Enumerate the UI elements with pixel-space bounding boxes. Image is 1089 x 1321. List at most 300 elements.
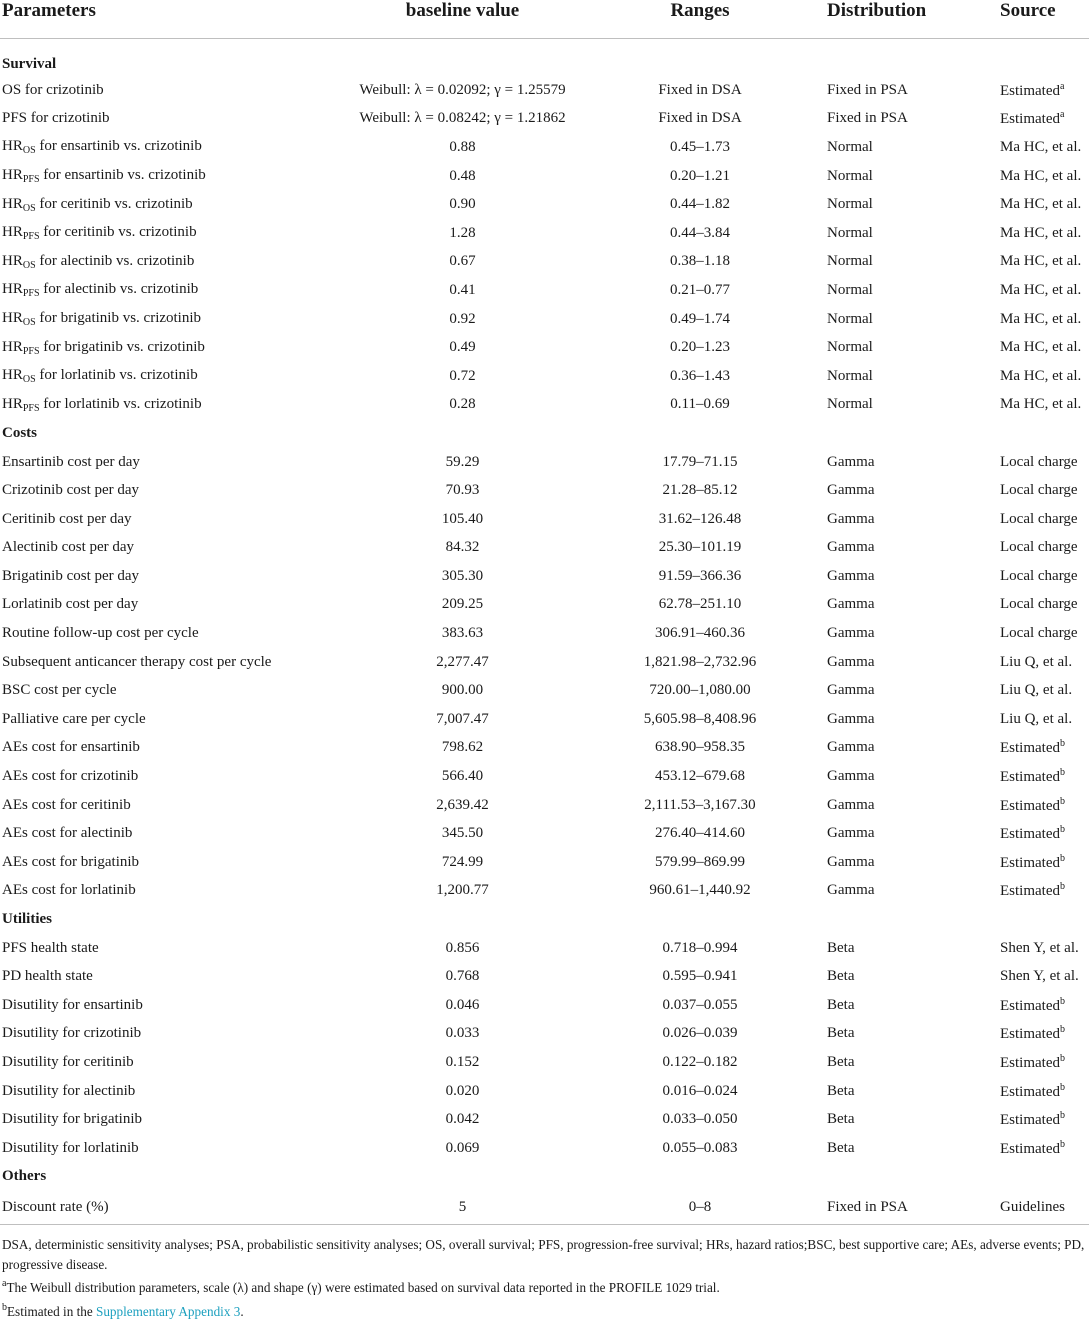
source-footnote-mark: b: [1060, 1052, 1065, 1064]
table-row: [0, 848, 1089, 877]
parameter-subscript: PFS: [22, 345, 40, 357]
source-footnote-mark: b: [1060, 1024, 1065, 1036]
parameter-prefix: HR: [2, 310, 23, 327]
table-row: [0, 648, 1089, 677]
table-row: [0, 819, 1089, 848]
baseline-value-cell: 345.50: [441, 825, 484, 842]
header-parameters: Parameters: [0, 0, 330, 39]
parameter-cell: [0, 734, 330, 763]
distribution-cell: Normal: [827, 367, 873, 384]
source-text: Local charge: [1000, 625, 1078, 642]
baseline-value-cell: 7,007.47: [436, 710, 489, 727]
baseline-value-cell: 0.152: [445, 1053, 480, 1070]
parameter-text: Subsequent anticancer therapy cost per cycle: [2, 653, 272, 670]
source-cell: [975, 1077, 1089, 1106]
distribution-cell: Fixed in PSA: [827, 110, 908, 127]
parameter-prefix: HR: [2, 138, 23, 155]
parameter-text: for brigatinib vs. crizotinib: [39, 338, 205, 355]
source-footnote-mark: b: [1060, 824, 1065, 836]
section-row: [0, 1163, 1089, 1192]
header-ranges: Ranges: [595, 0, 805, 39]
section-title: Utilities: [2, 911, 52, 928]
range-cell: 0–8: [595, 1191, 805, 1225]
parameter-text: AEs cost for alectinib: [2, 825, 133, 842]
range-cell: 0.36–1.43: [670, 367, 730, 384]
distribution-cell: Gamma: [827, 825, 875, 842]
table-row: [0, 1077, 1089, 1106]
range-cell: 453.12–679.68: [655, 768, 745, 785]
baseline-value-cell: 798.62: [441, 739, 484, 756]
parameter-prefix: HR: [2, 395, 23, 412]
source-cell: [975, 734, 1089, 763]
parameter-text: AEs cost for ceritinib: [2, 796, 131, 813]
parameter-cell: [0, 505, 330, 534]
source-cell: [975, 534, 1089, 563]
parameter-cell: [0, 619, 330, 648]
footnote-a-mark: a: [2, 1278, 7, 1290]
source-footnote-mark: b: [1060, 1081, 1065, 1093]
parameter-text: for alectinib vs. crizotinib: [35, 252, 195, 269]
source-text: Estimated: [1000, 1026, 1060, 1043]
source-text: Estimated: [1000, 1054, 1060, 1071]
baseline-value-cell: 1,200.77: [436, 882, 489, 899]
parameter-text: Disutility for ensartinib: [2, 996, 143, 1013]
parameter-prefix: HR: [2, 252, 23, 269]
range-cell: 0.44–3.84: [670, 224, 730, 241]
source-text: Ma HC, et al.: [1000, 396, 1082, 413]
parameter-text: for ceritinib vs. crizotinib: [35, 195, 193, 212]
baseline-value-cell: 59.29: [445, 453, 480, 470]
distribution-cell: Fixed in PSA: [805, 1191, 975, 1225]
source-cell: [975, 877, 1089, 906]
baseline-value-cell: 0.48: [449, 167, 476, 184]
parameter-text: PFS health state: [2, 939, 99, 956]
parameter-cell: [0, 133, 330, 162]
table-header-row: [0, 0, 1089, 39]
distribution-cell: Gamma: [827, 768, 875, 785]
parameter-cell: [0, 1191, 330, 1225]
range-cell: 0.38–1.18: [670, 253, 730, 270]
source-text: Local charge: [1000, 510, 1078, 527]
table-row: [0, 391, 1089, 420]
parameter-cell: [0, 1077, 330, 1106]
range-cell: 0.122–0.182: [662, 1053, 738, 1070]
distribution-cell: Beta: [827, 939, 855, 956]
parameter-cell: [0, 190, 330, 219]
section-title: Costs: [2, 424, 38, 441]
parameter-text: for ensartinib vs. crizotinib: [39, 167, 206, 184]
distribution-cell: Normal: [827, 339, 873, 356]
source-text: Estimated: [1000, 854, 1060, 871]
parameter-cell: [0, 391, 330, 420]
parameter-prefix: HR: [2, 167, 23, 184]
parameter-cell: [0, 819, 330, 848]
baseline-value-cell: 0.768: [445, 968, 480, 985]
source-text: Ma HC, et al.: [1000, 138, 1082, 155]
baseline-value-cell: 209.25: [441, 596, 484, 613]
parameter-text: Routine follow-up cost per cycle: [2, 625, 199, 642]
parameter-text: AEs cost for ensartinib: [2, 739, 140, 756]
source-text: Estimated: [1000, 111, 1060, 128]
parameter-cell: [0, 476, 330, 505]
baseline-value-cell: 84.32: [445, 539, 480, 556]
parameter-text: Alectinib cost per day: [2, 539, 135, 556]
parameter-cell: [0, 877, 330, 906]
parameter-cell: [0, 1020, 330, 1049]
parameter-text: for ensartinib vs. crizotinib: [35, 138, 202, 155]
source-text: Estimated: [1000, 740, 1060, 757]
source-cell: [975, 705, 1089, 734]
range-cell: 306.91–460.36: [655, 625, 745, 642]
parameter-prefix: HR: [2, 338, 23, 355]
source-cell: [975, 619, 1089, 648]
source-text: Ma HC, et al.: [1000, 310, 1082, 327]
parameter-text: Crizotinib cost per day: [2, 482, 140, 499]
distribution-cell: Gamma: [827, 653, 875, 670]
baseline-value-cell: 305.30: [441, 567, 484, 584]
range-cell: 0.037–0.055: [662, 996, 738, 1013]
baseline-value-cell: 0.49: [449, 339, 476, 356]
range-cell: 21.28–85.12: [662, 482, 738, 499]
parameter-cell: [0, 248, 330, 277]
baseline-value-cell: 724.99: [441, 853, 484, 870]
parameter-cell: [0, 762, 330, 791]
baseline-value-cell: 0.042: [445, 1111, 480, 1128]
parameter-text: AEs cost for crizotinib: [2, 768, 139, 785]
distribution-cell: Normal: [827, 196, 873, 213]
table-row: [0, 76, 1089, 105]
source-cell: [975, 162, 1089, 191]
parameter-text: for ceritinib vs. crizotinib: [39, 224, 197, 241]
distribution-cell: Fixed in PSA: [827, 81, 908, 98]
source-text: Estimated: [1000, 826, 1060, 843]
source-cell: [975, 848, 1089, 877]
baseline-value-cell: 70.93: [445, 482, 480, 499]
distribution-cell: Gamma: [827, 625, 875, 642]
parameter-cell: [0, 591, 330, 620]
parameter-text: Ceritinib cost per day: [2, 510, 132, 527]
baseline-value-cell: 383.63: [441, 625, 484, 642]
table-row: [0, 448, 1089, 477]
source-text: Ma HC, et al.: [1000, 253, 1082, 270]
parameter-cell: [0, 934, 330, 963]
table-row: [0, 162, 1089, 191]
parameter-cell: [0, 1048, 330, 1077]
supplementary-appendix-link[interactable]: Supplementary Appendix 3: [96, 1303, 241, 1319]
distribution-cell: Gamma: [827, 596, 875, 613]
parameter-text: for lorlatinib vs. crizotinib: [35, 367, 198, 384]
range-cell: 25.30–101.19: [658, 539, 742, 556]
table-row: [0, 619, 1089, 648]
table-row: [0, 476, 1089, 505]
baseline-value-cell: 0.020: [445, 1082, 480, 1099]
baseline-value-cell: 0.92: [449, 310, 476, 327]
source-cell: [975, 190, 1089, 219]
baseline-value-cell: 5: [330, 1191, 595, 1225]
source-cell: [975, 791, 1089, 820]
baseline-value-cell: 0.856: [445, 939, 480, 956]
source-text: Estimated: [1000, 883, 1060, 900]
distribution-cell: Gamma: [827, 539, 875, 556]
distribution-cell: Gamma: [827, 710, 875, 727]
table-row: [0, 1020, 1089, 1049]
distribution-cell: Gamma: [827, 510, 875, 527]
footnote-a-text: The Weibull distribution parameters, scale (λ) and shape (γ) were estimated based on survival data reported in the PROFILE 1029 trial.: [6, 1280, 720, 1296]
parameter-cell: [0, 848, 330, 877]
baseline-value-cell: 0.90: [449, 196, 476, 213]
baseline-value-cell: 0.72: [449, 367, 476, 384]
distribution-cell: Beta: [827, 1025, 855, 1042]
source-footnote-mark: b: [1060, 795, 1065, 807]
range-cell: 579.99–869.99: [655, 853, 745, 870]
source-cell: [975, 991, 1089, 1020]
header-baseline-value: baseline value: [330, 0, 595, 39]
source-footnote-mark: b: [1060, 881, 1065, 893]
distribution-cell: Gamma: [827, 853, 875, 870]
source-cell: [975, 1105, 1089, 1134]
parameter-cell: [0, 219, 330, 248]
table-row: [0, 734, 1089, 763]
baseline-value-cell: 2,277.47: [436, 653, 489, 670]
source-cell: [975, 248, 1089, 277]
parameter-cell: [0, 1134, 330, 1163]
distribution-cell: Normal: [827, 310, 873, 327]
parameter-subscript: PFS: [22, 288, 40, 300]
source-cell: [975, 362, 1089, 391]
baseline-value-cell: 105.40: [441, 510, 484, 527]
source-cell: [975, 591, 1089, 620]
table-row: [0, 791, 1089, 820]
distribution-cell: Beta: [827, 968, 855, 985]
distribution-cell: Normal: [827, 138, 873, 155]
source-cell: [975, 1134, 1089, 1163]
parameter-text: OS for crizotinib: [2, 81, 104, 98]
table-row: [0, 1105, 1089, 1134]
baseline-value-cell: 0.033: [445, 1025, 480, 1042]
distribution-cell: Gamma: [827, 567, 875, 584]
section-row: [0, 39, 1089, 77]
range-cell: 2,111.53–3,167.30: [644, 796, 756, 813]
source-text: Ma HC, et al.: [1000, 339, 1082, 356]
table-row: [0, 534, 1089, 563]
parameter-prefix: HR: [2, 281, 23, 298]
source-cell: [975, 305, 1089, 334]
table-row: [0, 962, 1089, 991]
source-footnote-mark: b: [1060, 852, 1065, 864]
distribution-cell: Gamma: [827, 482, 875, 499]
table-row: [0, 1134, 1089, 1163]
footnote-a: [2, 1274, 1087, 1298]
range-cell: 17.79–71.15: [662, 453, 738, 470]
range-cell: 1,821.98–2,732.96: [643, 653, 757, 670]
range-cell: 31.62–126.48: [658, 510, 742, 527]
source-footnote-mark: b: [1060, 1138, 1065, 1150]
range-cell: 0.44–1.82: [670, 196, 730, 213]
parameter-text: Disutility for lorlatinib: [2, 1139, 139, 1156]
range-cell: Fixed in DSA: [658, 81, 742, 98]
parameter-cell: [0, 1105, 330, 1134]
range-cell: 0.595–0.941: [662, 968, 738, 985]
source-text: Estimated: [1000, 1083, 1060, 1100]
source-cell: [975, 448, 1089, 477]
parameter-subscript: OS: [22, 317, 36, 329]
range-cell: 91.59–366.36: [658, 567, 742, 584]
source-cell: [975, 1020, 1089, 1049]
range-cell: 0.055–0.083: [662, 1139, 738, 1156]
parameter-subscript: OS: [22, 202, 36, 214]
range-cell: 0.20–1.23: [670, 339, 730, 356]
parameter-subscript: PFS: [22, 174, 40, 186]
footnote-abbreviations: DSA, deterministic sensitivity analyses; PSA, probabilistic sensitivity analyses; OS, overall survival; PFS, progression-free survival; HRs, hazard ratios;BSC, best supportive care; AEs, adverse events; PD, progressive disease.: [2, 1237, 1085, 1272]
parameter-text: Disutility for crizotinib: [2, 1025, 142, 1042]
table-row: [0, 105, 1089, 134]
source-text: Estimated: [1000, 997, 1060, 1014]
range-cell: 0.026–0.039: [662, 1025, 738, 1042]
distribution-cell: Beta: [827, 1082, 855, 1099]
source-text: Estimated: [1000, 1140, 1060, 1157]
distribution-cell: Beta: [827, 1053, 855, 1070]
source-cell: [975, 676, 1089, 705]
parameter-cell: [0, 534, 330, 563]
source-text: Ma HC, et al.: [1000, 367, 1082, 384]
table-row: [0, 762, 1089, 791]
parameter-subscript: OS: [22, 259, 36, 271]
parameter-text: PD health state: [2, 968, 93, 985]
table-row: [0, 333, 1089, 362]
table-row: [0, 133, 1089, 162]
distribution-cell: Gamma: [827, 453, 875, 470]
parameter-cell: [0, 676, 330, 705]
source-text: Liu Q, et al.: [1000, 682, 1073, 699]
parameter-text: BSC cost per cycle: [2, 682, 117, 699]
parameter-prefix: HR: [2, 195, 23, 212]
baseline-value-cell: 0.28: [449, 396, 476, 413]
distribution-cell: Beta: [827, 996, 855, 1013]
distribution-cell: Normal: [827, 167, 873, 184]
parameter-cell: [0, 76, 330, 105]
parameter-cell: [0, 362, 330, 391]
source-text: Shen Y, et al.: [1000, 968, 1079, 985]
section-title: Others: [2, 1168, 47, 1185]
source-footnote-mark: b: [1060, 995, 1065, 1007]
source-text: Ma HC, et al.: [1000, 196, 1082, 213]
source-cell: [975, 105, 1089, 134]
source-text: Local charge: [1000, 482, 1078, 499]
source-footnote-mark: a: [1060, 80, 1065, 92]
source-cell: [975, 819, 1089, 848]
range-cell: 0.49–1.74: [670, 310, 730, 327]
range-cell: 638.90–958.35: [655, 739, 745, 756]
table-row: [0, 877, 1089, 906]
source-text: Estimated: [1000, 797, 1060, 814]
table-row: [0, 991, 1089, 1020]
distribution-cell: Normal: [827, 396, 873, 413]
footnote-b-post: .: [240, 1303, 244, 1319]
source-text: Local charge: [1000, 453, 1078, 470]
distribution-cell: Normal: [827, 281, 873, 298]
table-row: [0, 276, 1089, 305]
table-row: [0, 219, 1089, 248]
table-row: [0, 934, 1089, 963]
baseline-value-cell: 566.40: [441, 768, 484, 785]
source-text: Estimated: [1000, 1112, 1060, 1129]
source-text: Ma HC, et al.: [1000, 167, 1082, 184]
source-cell: [975, 762, 1089, 791]
range-cell: 5,605.98–8,408.96: [643, 710, 757, 727]
source-cell: [975, 133, 1089, 162]
distribution-cell: Beta: [827, 1139, 855, 1156]
source-text: Estimated: [1000, 82, 1060, 99]
source-cell: [975, 505, 1089, 534]
baseline-value-cell: 0.67: [449, 253, 476, 270]
source-cell: [975, 391, 1089, 420]
source-text: Local charge: [1000, 596, 1078, 613]
range-cell: 0.11–0.69: [670, 396, 730, 413]
header-source: Source: [975, 0, 1089, 39]
footnote-b-pre: Estimated in the: [7, 1303, 96, 1319]
table-footnotes: [0, 1225, 1089, 1321]
parameter-cell: [0, 305, 330, 334]
distribution-cell: Normal: [827, 253, 873, 270]
section-row: [0, 419, 1089, 448]
source-text: Ma HC, et al.: [1000, 224, 1082, 241]
parameter-text: Disutility for brigatinib: [2, 1111, 142, 1128]
table-row: [0, 505, 1089, 534]
parameter-cell: [0, 162, 330, 191]
parameter-subscript: PFS: [22, 231, 40, 243]
parameter-text: for alectinib vs. crizotinib: [39, 281, 199, 298]
source-cell: [975, 476, 1089, 505]
source-text: Liu Q, et al.: [1000, 653, 1073, 670]
parameter-subscript: OS: [22, 374, 36, 386]
source-cell: [975, 962, 1089, 991]
table-row: [0, 1191, 1089, 1225]
source-text: Shen Y, et al.: [1000, 939, 1079, 956]
table-row: [0, 1048, 1089, 1077]
source-cell: [975, 333, 1089, 362]
range-cell: 62.78–251.10: [658, 596, 742, 613]
table-row: [0, 705, 1089, 734]
distribution-cell: Gamma: [827, 682, 875, 699]
source-text: Estimated: [1000, 769, 1060, 786]
source-cell: [975, 562, 1089, 591]
section-title: Survival: [2, 56, 57, 72]
parameter-text: PFS for crizotinib: [2, 110, 110, 127]
source-cell: [975, 76, 1089, 105]
parameter-cell: [0, 648, 330, 677]
parameter-cell: [0, 562, 330, 591]
distribution-cell: Beta: [827, 1111, 855, 1128]
source-cell: [975, 934, 1089, 963]
range-cell: 0.21–0.77: [670, 281, 730, 298]
source-cell: [975, 648, 1089, 677]
parameter-text: for lorlatinib vs. crizotinib: [39, 395, 202, 412]
parameter-cell: [0, 276, 330, 305]
parameter-text: for brigatinib vs. crizotinib: [35, 310, 202, 327]
baseline-value-cell: 900.00: [441, 682, 484, 699]
source-footnote-mark: b: [1060, 767, 1065, 779]
parameter-subscript: OS: [22, 145, 36, 157]
parameter-text: AEs cost for brigatinib: [2, 853, 140, 870]
baseline-value-cell: 2,639.42: [436, 796, 489, 813]
table-row: [0, 676, 1089, 705]
table-row: [0, 248, 1089, 277]
parameter-cell: [0, 705, 330, 734]
source-text: Local charge: [1000, 539, 1078, 556]
source-text: Liu Q, et al.: [1000, 710, 1073, 727]
table-row: [0, 562, 1089, 591]
range-cell: 0.45–1.73: [670, 138, 730, 155]
